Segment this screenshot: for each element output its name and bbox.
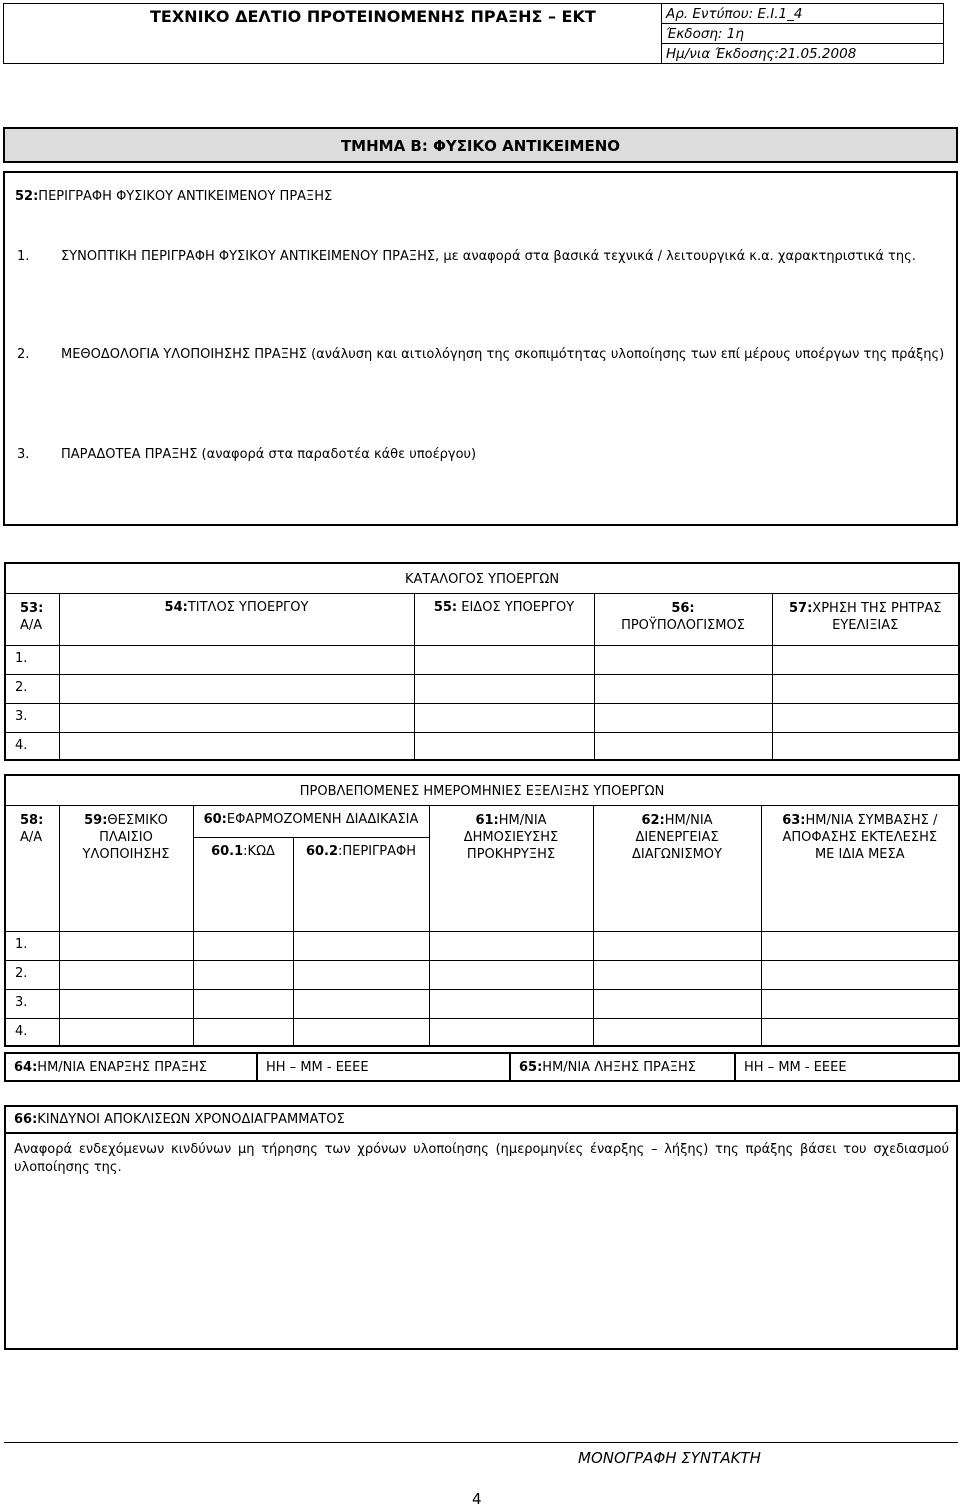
signature-line xyxy=(4,1442,958,1443)
start-end-dates-row xyxy=(4,1052,960,1082)
form-number: Αρ. Εντύπου: Ε.Ι.1_4 xyxy=(662,4,944,24)
item-2: 2. ΜΕΘΟΔΟΛΟΓΙΑ ΥΛΟΠΟΙΗΣΗΣ ΠΡΑΞΗΣ (ανάλυση και αιτιολόγηση της σκοπιμότητας υλοποίησης των επί μέρους υποέργων της πράξης) xyxy=(17,347,945,362)
col-59-header: 59:ΘΕΣΜΙΚΟ ΠΛΑΙΣΙΟ ΥΛΟΠΟΙΗΣΗΣ xyxy=(59,805,193,931)
field-66-text: Αναφορά ενδεχόμενων κινδύνων μη τήρησης των χρόνων υλοποίησης (ημερομηνίες έναρξης – λήξης) της πράξης βάσει του σχεδιασμού υλοποίησης της. xyxy=(14,1142,949,1175)
catalog-row-num: 1. xyxy=(5,645,59,674)
dates-cell[interactable] xyxy=(761,1018,959,1046)
field-66-label: 66:ΚΙΝΔΥΝΟΙ ΑΠΟΚΛΙΣΕΩΝ ΧΡΟΝΟΔΙΑΓΡΑΜΜΑΤΟΣ xyxy=(6,1107,956,1134)
catalog-cell[interactable] xyxy=(594,703,772,732)
dates-title: ΠΡΟΒΛΕΠΟΜΕΝΕΣ ΗΜΕΡΟΜΗΝΙΕΣ ΕΞΕΛΙΞΗΣ ΥΠΟΕΡΓΩΝ xyxy=(5,775,959,805)
catalog-cell[interactable] xyxy=(414,645,594,674)
col-56-header: 56: ΠΡΟΫΠΟΛΟΓΙΣΜΟΣ xyxy=(594,593,772,645)
col-53-header: 53: Α/Α xyxy=(5,593,59,645)
catalog-cell[interactable] xyxy=(414,674,594,703)
item-3: 3. ΠΑΡΑΔΟΤΕΑ ΠΡΑΞΗΣ (αναφορά στα παραδοτέα κάθε υποέργου) xyxy=(17,447,477,462)
edition: Έκδοση: 1η xyxy=(662,24,944,44)
section-b-title: ΤΜΗΜΑ Β: ΦΥΣΙΚΟ ΑΝΤΙΚΕΙΜΕΝΟ xyxy=(3,127,958,163)
document-title: ΤΕΧΝΙΚΟ ΔΕΛΤΙΟ ΠΡΟΤΕΙΝΟΜΕΝΗΣ ΠΡΑΞΗΣ – ΕΚΤ xyxy=(4,4,662,64)
field-65-label: 65:ΗΜ/ΝΙΑ ΛΗΞΗΣ ΠΡΑΞΗΣ xyxy=(510,1053,735,1081)
dates-cell[interactable] xyxy=(293,960,429,989)
catalog-cell[interactable] xyxy=(772,645,959,674)
dates-cell[interactable] xyxy=(193,960,293,989)
dates-cell[interactable] xyxy=(761,989,959,1018)
dates-row-num: 2. xyxy=(5,960,59,989)
edition-date: Ημ/νια Έκδοσης:21.05.2008 xyxy=(662,44,944,64)
subproject-dates-table xyxy=(4,774,960,1047)
catalog-cell[interactable] xyxy=(414,732,594,760)
catalog-row-num: 4. xyxy=(5,732,59,760)
dates-cell[interactable] xyxy=(59,1018,193,1046)
item-1: 1. ΣΥΝΟΠΤΙΚΗ ΠΕΡΙΓΡΑΦΗ ΦΥΣΙΚΟΥ ΑΝΤΙΚΕΙΜΕΝΟΥ ΠΡΑΞΗΣ, με αναφορά στα βασικά τεχνικά / λειτουργικά κ.α. χαρακτηριστικά της. xyxy=(17,249,916,264)
col-55-header: 55: ΕΙΔΟΣ ΥΠΟΕΡΓΟΥ xyxy=(414,593,594,645)
catalog-cell[interactable] xyxy=(772,732,959,760)
col-58-header: 58: Α/Α xyxy=(5,805,59,931)
catalog-cell[interactable] xyxy=(772,674,959,703)
dates-cell[interactable] xyxy=(293,931,429,960)
document-header xyxy=(3,3,944,64)
schedule-risks-box[interactable] xyxy=(4,1105,958,1350)
catalog-cell[interactable] xyxy=(772,703,959,732)
catalog-cell[interactable] xyxy=(594,645,772,674)
field-64-value[interactable]: ΗΗ – ΜΜ - ΕΕΕΕ xyxy=(257,1053,510,1081)
dates-cell[interactable] xyxy=(593,1018,761,1046)
col-60-2-header: 60.2:ΠΕΡΙΓΡΑΦΗ xyxy=(293,837,429,931)
catalog-row-num: 2. xyxy=(5,674,59,703)
dates-cell[interactable] xyxy=(293,989,429,1018)
col-62-header: 62:ΗΜ/ΝΙΑ ΔΙΕΝΕΡΓΕΙΑΣ ΔΙΑΓΩΝΙΣΜΟΥ xyxy=(593,805,761,931)
dates-cell[interactable] xyxy=(761,960,959,989)
col-61-header: 61:ΗΜ/ΝΙΑ ΔΗΜΟΣΙΕΥΣΗΣ ΠΡΟΚΗΡΥΞΗΣ xyxy=(429,805,593,931)
col-57-header: 57:ΧΡΗΣΗ ΤΗΣ ΡΗΤΡΑΣ ΕΥΕΛΙΞΙΑΣ xyxy=(772,593,959,645)
dates-cell[interactable] xyxy=(193,1018,293,1046)
dates-cell[interactable] xyxy=(593,960,761,989)
catalog-cell[interactable] xyxy=(594,674,772,703)
dates-cell[interactable] xyxy=(429,989,593,1018)
catalog-cell[interactable] xyxy=(59,732,414,760)
dates-cell[interactable] xyxy=(761,931,959,960)
field-52-label: 52:ΠΕΡΙΓΡΑΦΗ ΦΥΣΙΚΟΥ ΑΝΤΙΚΕΙΜΕΝΟΥ ΠΡΑΞΗΣ xyxy=(15,189,333,204)
catalog-cell[interactable] xyxy=(59,645,414,674)
catalog-title: ΚΑΤΑΛΟΓΟΣ ΥΠΟΕΡΓΩΝ xyxy=(5,563,959,593)
dates-row-num: 4. xyxy=(5,1018,59,1046)
col-63-header: 63:ΗΜ/ΝΙΑ ΣΥΜΒΑΣΗΣ / ΑΠΟΦΑΣΗΣ ΕΚΤΕΛΕΣΗΣ ΜΕ ΙΔΙΑ ΜΕΣΑ xyxy=(761,805,959,931)
catalog-row-num: 3. xyxy=(5,703,59,732)
catalog-cell[interactable] xyxy=(59,674,414,703)
physical-object-box[interactable] xyxy=(3,171,958,526)
field-64-label: 64:ΗΜ/ΝΙΑ ΕΝΑΡΞΗΣ ΠΡΑΞΗΣ xyxy=(5,1053,257,1081)
dates-cell[interactable] xyxy=(593,931,761,960)
dates-cell[interactable] xyxy=(59,989,193,1018)
dates-cell[interactable] xyxy=(59,960,193,989)
field-65-value[interactable]: ΗΗ – ΜΜ - ΕΕΕΕ xyxy=(735,1053,959,1081)
dates-cell[interactable] xyxy=(59,931,193,960)
dates-cell[interactable] xyxy=(429,960,593,989)
dates-row-num: 3. xyxy=(5,989,59,1018)
catalog-cell[interactable] xyxy=(594,732,772,760)
catalog-cell[interactable] xyxy=(414,703,594,732)
dates-cell[interactable] xyxy=(293,1018,429,1046)
dates-cell[interactable] xyxy=(193,931,293,960)
dates-row-num: 1. xyxy=(5,931,59,960)
col-60-header: 60:ΕΦΑΡΜΟΖΟΜΕΝΗ ΔΙΑΔΙΚΑΣΙΑ xyxy=(193,805,429,837)
col-60-1-header: 60.1:ΚΩΔ xyxy=(193,837,293,931)
col-54-header: 54:ΤΙΤΛΟΣ ΥΠΟΕΡΓΟΥ xyxy=(59,593,414,645)
dates-cell[interactable] xyxy=(193,989,293,1018)
dates-cell[interactable] xyxy=(429,931,593,960)
dates-cell[interactable] xyxy=(593,989,761,1018)
author-initials-label: ΜΟΝΟΓΡΑΦΗ ΣΥΝΤΑΚΤΗ xyxy=(578,1449,761,1467)
dates-cell[interactable] xyxy=(429,1018,593,1046)
catalog-cell[interactable] xyxy=(59,703,414,732)
subproject-catalog-table xyxy=(4,562,960,761)
page-number: 4 xyxy=(472,1490,482,1508)
